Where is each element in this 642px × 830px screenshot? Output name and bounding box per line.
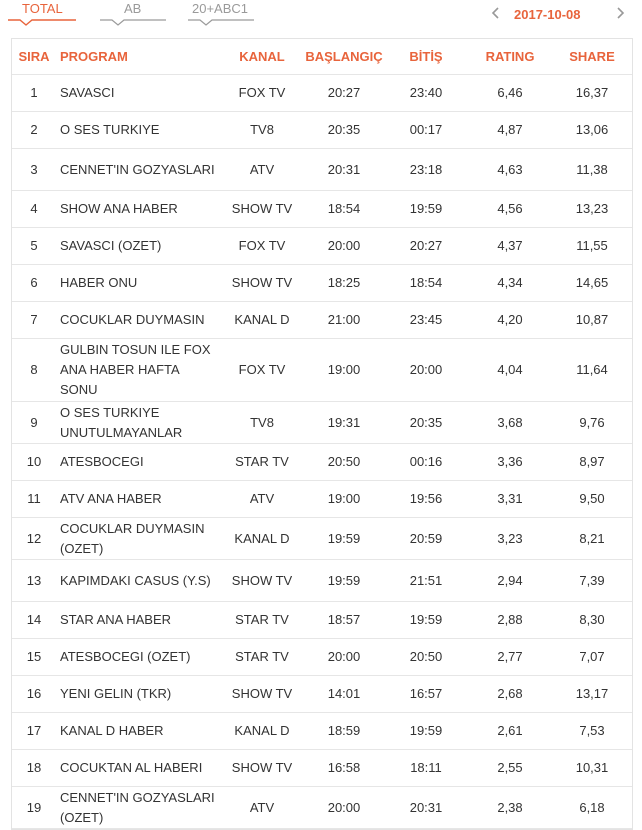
cell-channel: ATV: [220, 481, 304, 518]
tab-ab[interactable]: [100, 0, 166, 30]
cell-end-time: 20:00: [384, 339, 468, 402]
cell-share: 10,87: [552, 302, 632, 339]
cell-start-time: 20:00: [304, 639, 384, 676]
table-row[interactable]: [12, 639, 632, 676]
cell-rank: 17: [12, 713, 56, 750]
cell-end-time: 20:50: [384, 639, 468, 676]
table-row[interactable]: [12, 228, 632, 265]
cell-rating: 3,68: [468, 402, 552, 444]
cell-rank: 11: [12, 481, 56, 518]
cell-start-time: 18:54: [304, 191, 384, 228]
table-row[interactable]: [12, 750, 632, 787]
tab-total[interactable]: [8, 0, 76, 30]
cell-channel: SHOW TV: [220, 750, 304, 787]
cell-share: 8,97: [552, 444, 632, 481]
cell-program: SAVASCI: [56, 75, 220, 112]
cell-end-time: 16:57: [384, 676, 468, 713]
cell-program: O SES TURKIYE UNUTULMAYANLAR: [56, 402, 220, 444]
cell-start-time: 20:31: [304, 149, 384, 191]
cell-share: 8,21: [552, 518, 632, 560]
cell-share: 6,18: [552, 787, 632, 829]
cell-rating: 3,36: [468, 444, 552, 481]
cell-end-time: 19:56: [384, 481, 468, 518]
tab-underline-icon: [8, 16, 76, 26]
cell-start-time: 19:00: [304, 339, 384, 402]
current-date: 2017-10-08: [514, 7, 581, 22]
cell-start-time: 18:59: [304, 713, 384, 750]
cell-program: COCUKLAR DUYMASIN (OZET): [56, 518, 220, 560]
cell-start-time: 20:27: [304, 75, 384, 112]
cell-rank: 19: [12, 787, 56, 829]
cell-start-time: 18:25: [304, 265, 384, 302]
table-row[interactable]: [12, 339, 632, 402]
cell-share: 7,07: [552, 639, 632, 676]
table-row[interactable]: [12, 560, 632, 602]
cell-program: COCUKLAR DUYMASIN: [56, 302, 220, 339]
cell-rating: 4,04: [468, 339, 552, 402]
ratings-table-card: [11, 38, 633, 830]
tab-underline-icon: [188, 16, 254, 26]
cell-start-time: 19:00: [304, 481, 384, 518]
tab-total-label: TOTAL: [22, 1, 63, 16]
cell-rating: 2,38: [468, 787, 552, 829]
cell-program: GULBIN TOSUN ILE FOX ANA HABER HAFTA SONU: [56, 339, 220, 402]
cell-program: ATESBOCEGI (OZET): [56, 639, 220, 676]
cell-rating: 4,56: [468, 191, 552, 228]
cell-program: HABER ONU: [56, 265, 220, 302]
tab-20-abc1-label: 20+ABC1: [192, 1, 249, 16]
cell-share: 9,76: [552, 402, 632, 444]
cell-rank: 15: [12, 639, 56, 676]
cell-channel: KANAL D: [220, 713, 304, 750]
cell-start-time: 19:59: [304, 560, 384, 602]
cell-rank: 9: [12, 402, 56, 444]
cell-end-time: 19:59: [384, 602, 468, 639]
cell-share: 14,65: [552, 265, 632, 302]
cell-share: 8,30: [552, 602, 632, 639]
cell-rank: 4: [12, 191, 56, 228]
table-row[interactable]: [12, 112, 632, 149]
cell-start-time: 20:00: [304, 787, 384, 829]
cell-rating: 4,63: [468, 149, 552, 191]
cell-end-time: 20:59: [384, 518, 468, 560]
cell-share: 13,06: [552, 112, 632, 149]
header-rating[interactable]: RATING: [468, 39, 552, 75]
table-row[interactable]: [12, 191, 632, 228]
table-row[interactable]: [12, 75, 632, 112]
ratings-table: [12, 39, 632, 829]
cell-channel: STAR TV: [220, 639, 304, 676]
cell-rating: 2,61: [468, 713, 552, 750]
cell-rank: 2: [12, 112, 56, 149]
header-rank[interactable]: SIRA: [12, 39, 56, 75]
table-row[interactable]: [12, 444, 632, 481]
table-row[interactable]: [12, 676, 632, 713]
cell-program: CENNET'IN GOZYASLARI: [56, 149, 220, 191]
cell-rating: 2,55: [468, 750, 552, 787]
cell-rating: 2,88: [468, 602, 552, 639]
cell-end-time: 19:59: [384, 191, 468, 228]
cell-program: KAPIMDAKI CASUS (Y.S): [56, 560, 220, 602]
cell-channel: ATV: [220, 149, 304, 191]
cell-program: SHOW ANA HABER: [56, 191, 220, 228]
cell-channel: FOX TV: [220, 228, 304, 265]
cell-channel: SHOW TV: [220, 265, 304, 302]
cell-rating: 2,68: [468, 676, 552, 713]
cell-rank: 7: [12, 302, 56, 339]
header-share[interactable]: SHARE: [552, 39, 632, 75]
cell-channel: KANAL D: [220, 302, 304, 339]
cell-rank: 10: [12, 444, 56, 481]
table-row[interactable]: [12, 402, 632, 444]
top-bar: [0, 0, 642, 36]
cell-start-time: 20:35: [304, 112, 384, 149]
cell-program: ATESBOCEGI: [56, 444, 220, 481]
cell-channel: FOX TV: [220, 339, 304, 402]
cell-share: 10,31: [552, 750, 632, 787]
cell-rank: 5: [12, 228, 56, 265]
cell-rank: 18: [12, 750, 56, 787]
cell-start-time: 19:59: [304, 518, 384, 560]
cell-end-time: 20:27: [384, 228, 468, 265]
chevron-right-icon[interactable]: [614, 6, 628, 24]
cell-end-time: 23:45: [384, 302, 468, 339]
cell-channel: STAR TV: [220, 602, 304, 639]
cell-share: 11,38: [552, 149, 632, 191]
date-navigator: [488, 6, 628, 26]
cell-share: 13,17: [552, 676, 632, 713]
header-end[interactable]: BİTİŞ: [384, 39, 468, 75]
cell-program: KANAL D HABER: [56, 713, 220, 750]
header-program[interactable]: PROGRAM: [56, 39, 220, 75]
cell-program: CENNET'IN GOZYASLARI (OZET): [56, 787, 220, 829]
cell-end-time: 18:11: [384, 750, 468, 787]
table-row[interactable]: [12, 518, 632, 560]
header-channel[interactable]: KANAL: [220, 39, 304, 75]
cell-rank: 8: [12, 339, 56, 402]
cell-program: ATV ANA HABER: [56, 481, 220, 518]
cell-program: COCUKTAN AL HABERI: [56, 750, 220, 787]
table-row[interactable]: [12, 302, 632, 339]
tab-20-abc1[interactable]: [188, 0, 254, 30]
table-body: [12, 75, 632, 829]
cell-start-time: 21:00: [304, 302, 384, 339]
cell-program: SAVASCI (OZET): [56, 228, 220, 265]
cell-channel: KANAL D: [220, 518, 304, 560]
cell-channel: TV8: [220, 112, 304, 149]
cell-start-time: 20:50: [304, 444, 384, 481]
cell-share: 11,55: [552, 228, 632, 265]
cell-channel: ATV: [220, 787, 304, 829]
cell-end-time: 21:51: [384, 560, 468, 602]
cell-channel: SHOW TV: [220, 676, 304, 713]
cell-rating: 6,46: [468, 75, 552, 112]
table-row[interactable]: [12, 713, 632, 750]
cell-program: YENI GELIN (TKR): [56, 676, 220, 713]
cell-channel: SHOW TV: [220, 560, 304, 602]
cell-share: 9,50: [552, 481, 632, 518]
cell-rank: 14: [12, 602, 56, 639]
table-header-row: [12, 39, 632, 75]
cell-start-time: 20:00: [304, 228, 384, 265]
cell-program: O SES TURKIYE: [56, 112, 220, 149]
cell-channel: SHOW TV: [220, 191, 304, 228]
cell-rank: 13: [12, 560, 56, 602]
cell-start-time: 14:01: [304, 676, 384, 713]
cell-rating: 4,87: [468, 112, 552, 149]
cell-rating: 3,31: [468, 481, 552, 518]
table-row[interactable]: [12, 602, 632, 639]
cell-start-time: 19:31: [304, 402, 384, 444]
cell-program: STAR ANA HABER: [56, 602, 220, 639]
tab-underline-icon: [100, 16, 166, 26]
cell-start-time: 16:58: [304, 750, 384, 787]
cell-share: 16,37: [552, 75, 632, 112]
cell-end-time: 20:35: [384, 402, 468, 444]
cell-rating: 2,94: [468, 560, 552, 602]
cell-end-time: 00:16: [384, 444, 468, 481]
cell-rating: 4,37: [468, 228, 552, 265]
cell-rank: 3: [12, 149, 56, 191]
cell-channel: FOX TV: [220, 75, 304, 112]
cell-rank: 12: [12, 518, 56, 560]
cell-rating: 4,20: [468, 302, 552, 339]
cell-end-time: 20:31: [384, 787, 468, 829]
chevron-left-icon[interactable]: [488, 6, 502, 24]
cell-share: 7,53: [552, 713, 632, 750]
table-row[interactable]: [12, 481, 632, 518]
table-row[interactable]: [12, 787, 632, 829]
header-start[interactable]: BAŞLANGIÇ: [304, 39, 384, 75]
cell-end-time: 00:17: [384, 112, 468, 149]
cell-channel: STAR TV: [220, 444, 304, 481]
tab-ab-label: AB: [124, 1, 142, 16]
table-row[interactable]: [12, 149, 632, 191]
cell-rating: 4,34: [468, 265, 552, 302]
cell-share: 11,64: [552, 339, 632, 402]
cell-end-time: 23:18: [384, 149, 468, 191]
cell-rank: 16: [12, 676, 56, 713]
cell-rank: 1: [12, 75, 56, 112]
cell-rating: 2,77: [468, 639, 552, 676]
cell-rating: 3,23: [468, 518, 552, 560]
cell-end-time: 19:59: [384, 713, 468, 750]
cell-end-time: 18:54: [384, 265, 468, 302]
cell-share: 13,23: [552, 191, 632, 228]
cell-start-time: 18:57: [304, 602, 384, 639]
cell-share: 7,39: [552, 560, 632, 602]
cell-channel: TV8: [220, 402, 304, 444]
cell-end-time: 23:40: [384, 75, 468, 112]
table-row[interactable]: [12, 265, 632, 302]
cell-rank: 6: [12, 265, 56, 302]
